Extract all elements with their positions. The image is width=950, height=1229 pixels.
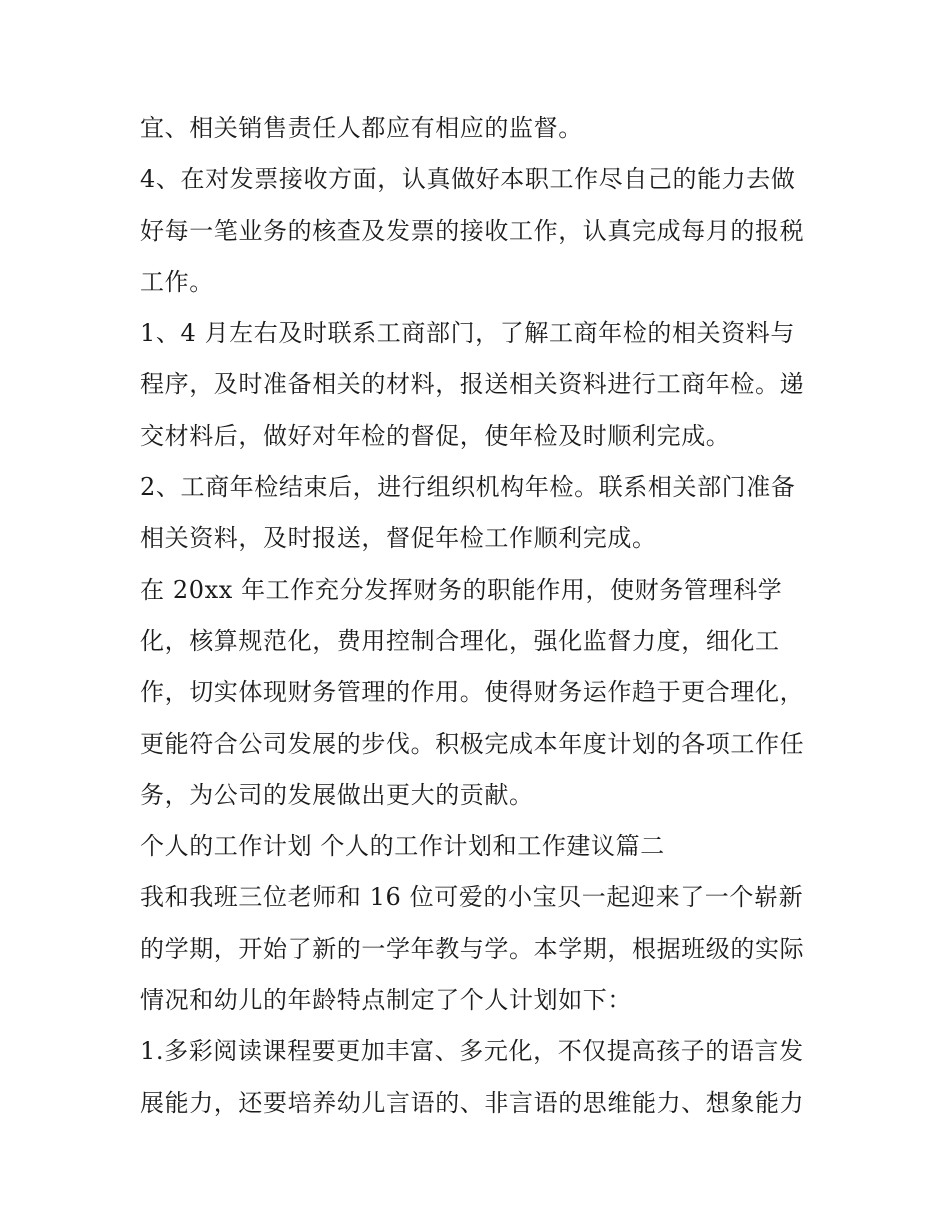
text-line: 相关资料，及时报送，督促年检工作顺利完成。 xyxy=(140,524,657,553)
text-line: 4、在对发票接收方面，认真做好本职工作尽自己的能力去做 xyxy=(140,165,796,194)
document-body xyxy=(140,103,820,1129)
text-line: 的学期，开始了新的一学年教与学。本学期，根据班级的实际 xyxy=(140,934,805,963)
text-line: 化，核算规范化，费用控制合理化，强化监督力度，细化工 xyxy=(140,626,780,655)
text-line: 好每一笔业务的核查及发票的接收工作，认真完成每月的报税 xyxy=(140,216,805,245)
text-line: 1.多彩阅读课程要更加丰富、多元化，不仅提高孩子的语言发 xyxy=(140,1037,804,1066)
text-line: 2、工商年检结束后，进行组织机构年检。联系相关部门准备 xyxy=(140,473,796,502)
text-line: 交材料后，做好对年检的督促，使年检及时顺利完成。 xyxy=(140,421,731,450)
text-line: 在 20xx 年工作充分发挥财务的职能作用，使财务管理科学 xyxy=(140,575,783,604)
section-heading: 个人的工作计划 个人的工作计划和工作建议篇二 xyxy=(140,832,665,861)
text-line: 情况和幼儿的年龄特点制定了个人计划如下： xyxy=(140,986,632,1015)
text-line: 程序，及时准备相关的材料，报送相关资料进行工商年检。递 xyxy=(140,370,805,399)
text-line: 务，为公司的发展做出更大的贡献。 xyxy=(140,780,534,809)
text-line: 更能符合公司发展的步伐。积极完成本年度计划的各项工作任 xyxy=(140,729,805,758)
text-line: 宜、相关销售责任人都应有相应的监督。 xyxy=(140,114,583,142)
text-line: 1、4 月左右及时联系工商部门，了解工商年检的相关资料与 xyxy=(140,319,795,348)
text-line: 我和我班三位老师和 16 位可爱的小宝贝一起迎来了一个崭新 xyxy=(140,883,804,912)
text-line: 作，切实体现财务管理的作用。使得财务运作趋于更合理化， xyxy=(140,678,805,707)
text-line: 展能力，还要培养幼儿言语的、非言语的思维能力、想象能力 xyxy=(140,1088,805,1117)
text-line: 工作。 xyxy=(140,267,214,296)
